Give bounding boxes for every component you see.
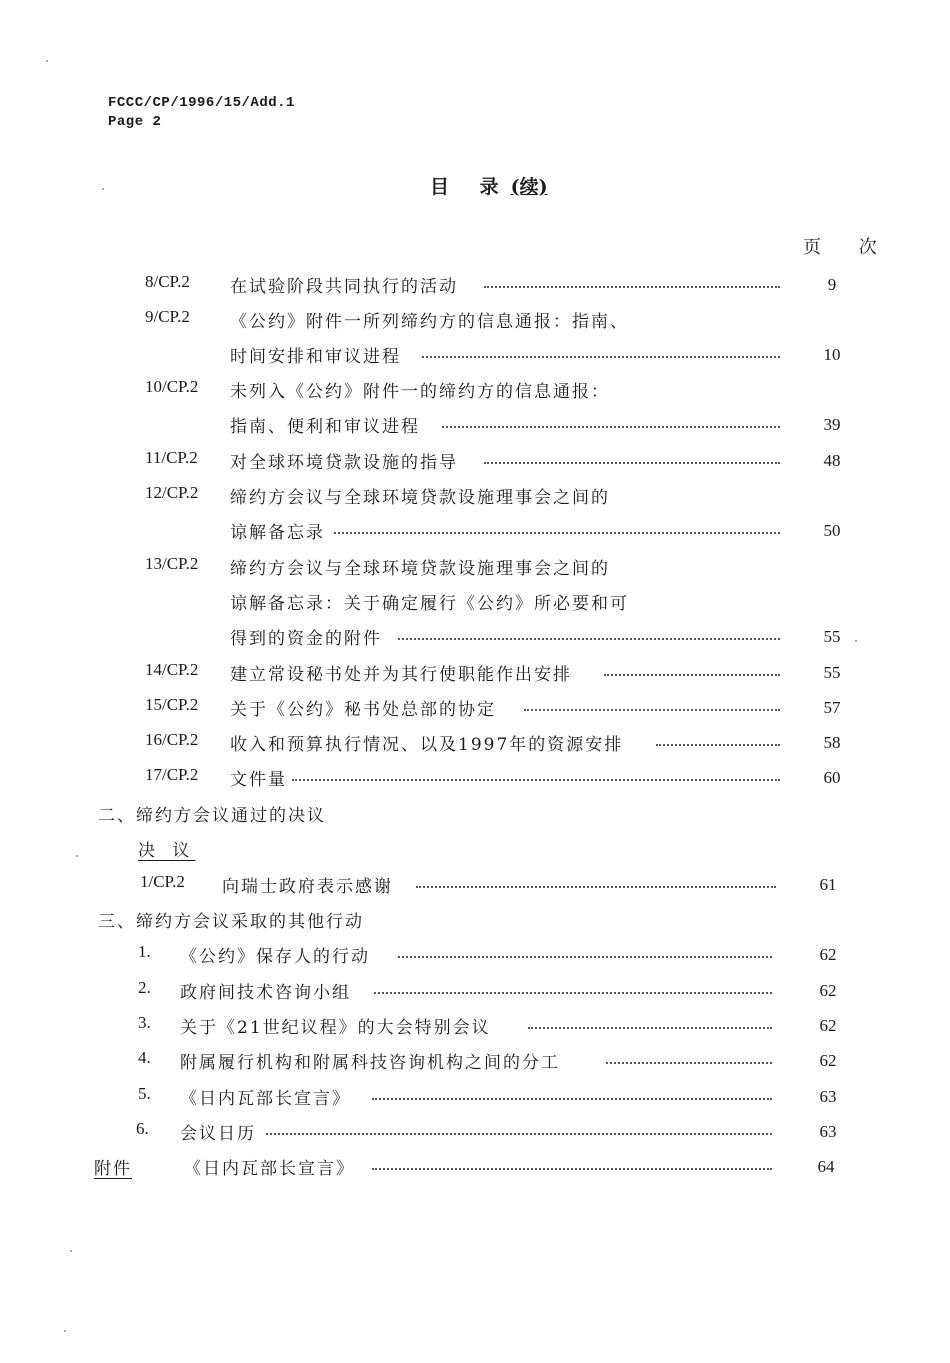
dot-leader (604, 674, 780, 676)
toc-entry (0, 483, 950, 509)
entry-title-cont: 谅解备忘录 (230, 523, 325, 543)
item-title: 关于《21世纪议程》的大会特别会议 (180, 1018, 491, 1038)
page-number: 62 (819, 1016, 837, 1035)
page-number: 58 (823, 733, 841, 752)
toc-entry (0, 660, 950, 686)
entry-title-cont: 得到的资金的附件 (230, 629, 382, 649)
entry-title-cont: 指南、便利和审议进程 (230, 417, 420, 437)
page-number: 63 (819, 1087, 837, 1106)
page-number: 48 (823, 451, 841, 470)
dot-leader (372, 1168, 772, 1170)
dot-leader (442, 426, 780, 428)
toc-entry (0, 554, 950, 580)
decision-code: 8/CP.2 (145, 272, 190, 291)
item-number: 6. (136, 1119, 149, 1138)
toc-annex (0, 1154, 950, 1180)
page-number: 50 (823, 521, 841, 540)
scan-speck (70, 1250, 72, 1252)
entry-title: 缔约方会议与全球环境贷款设施理事会之间的 (230, 488, 610, 508)
decision-code: 12/CP.2 (145, 483, 199, 502)
dot-leader (484, 286, 780, 288)
item-number: 1. (138, 942, 151, 961)
dot-leader (484, 462, 780, 464)
dot-leader (398, 638, 780, 640)
toc-item (0, 1084, 950, 1110)
decision-code: 10/CP.2 (145, 377, 199, 396)
toc-entry (0, 730, 950, 756)
toc-entry-continuation (0, 342, 950, 368)
page-label: Page 2 (108, 114, 162, 130)
title-main: 目 录 (430, 176, 511, 198)
section-heading: 二、缔约方会议通过的决议 (98, 806, 326, 826)
section-heading: 三、缔约方会议采取的其他行动 (98, 912, 364, 932)
title-continued: (续) (510, 176, 548, 198)
decision-code: 16/CP.2 (145, 730, 199, 749)
dot-leader (606, 1062, 772, 1064)
page-number: 57 (823, 698, 841, 717)
decision-code: 11/CP.2 (145, 448, 198, 467)
entry-title: 关于《公约》秘书处总部的协定 (230, 700, 496, 720)
toc-entry (0, 448, 950, 474)
entry-title: 《公约》附件一所列缔约方的信息通报：指南、 (230, 312, 629, 332)
page-number: 55 (823, 663, 841, 682)
scan-speck (46, 60, 48, 62)
decision-code: 15/CP.2 (145, 695, 199, 714)
toc-entry-continuation (0, 518, 950, 544)
dot-leader (398, 956, 772, 958)
toc-item (0, 1013, 950, 1039)
page-number: 10 (823, 345, 841, 364)
toc-entry (0, 872, 950, 898)
toc-entry-continuation (0, 412, 950, 438)
entry-title: 对全球环境贷款设施的指导 (230, 453, 458, 473)
page-number: 62 (819, 945, 837, 964)
toc-entry-continuation (0, 589, 950, 615)
item-title: 《日内瓦部长宣言》 (180, 1089, 351, 1109)
item-number: 3. (138, 1013, 151, 1032)
dot-leader (422, 356, 780, 358)
document-header (108, 94, 295, 132)
item-title: 会议日历 (180, 1124, 256, 1144)
dot-leader (334, 532, 780, 534)
decision-code: 13/CP.2 (145, 554, 199, 573)
toc-entry-continuation (0, 624, 950, 650)
dot-leader (416, 886, 776, 888)
scan-speck (102, 188, 104, 190)
item-title: 政府间技术咨询小组 (180, 983, 351, 1003)
scan-speck (76, 855, 78, 857)
toc-item (0, 1119, 950, 1145)
page-number: 55 (823, 627, 841, 646)
dot-leader (524, 709, 780, 711)
page-number: 60 (823, 768, 841, 787)
dot-leader (656, 744, 780, 746)
document-symbol: FCCC/CP/1996/15/Add.1 (108, 95, 295, 111)
annex-title: 《日内瓦部长宣言》 (184, 1159, 355, 1179)
annex-label: 附件 (94, 1159, 132, 1179)
entry-title: 在试验阶段共同执行的活动 (230, 277, 458, 297)
item-number: 5. (138, 1084, 151, 1103)
item-number: 4. (138, 1048, 151, 1067)
scan-speck (855, 640, 857, 642)
page-number: 9 (827, 275, 837, 294)
toc-item (0, 942, 950, 968)
decision-code: 9/CP.2 (145, 307, 190, 326)
decision-code: 1/CP.2 (140, 872, 185, 891)
page-number: 63 (819, 1122, 837, 1141)
page-number: 62 (819, 1051, 837, 1070)
entry-title: 向瑞士政府表示感谢 (222, 877, 393, 897)
scan-speck (64, 1330, 66, 1332)
page-number: 62 (819, 981, 837, 1000)
toc-entry (0, 765, 950, 791)
entry-title-cont: 时间安排和审议进程 (230, 347, 401, 367)
dot-leader (266, 1133, 772, 1135)
page-column-label: 页 次 (803, 237, 893, 258)
dot-leader (292, 779, 780, 781)
toc-item (0, 978, 950, 1004)
entry-title: 文件量 (230, 770, 287, 790)
decision-code: 17/CP.2 (145, 765, 199, 784)
item-number: 2. (138, 978, 151, 997)
entry-title: 缔约方会议与全球环境贷款设施理事会之间的 (230, 559, 610, 579)
entry-title: 收入和预算执行情况、以及1997年的资源安排 (230, 735, 624, 755)
decision-code: 14/CP.2 (145, 660, 199, 679)
dot-leader (372, 1098, 772, 1100)
page-number: 39 (823, 415, 841, 434)
toc-entry (0, 695, 950, 721)
entry-title: 建立常设秘书处并为其行使职能作出安排 (230, 665, 572, 685)
toc-entry (0, 307, 950, 333)
page-number: 61 (819, 875, 837, 894)
item-title: 《公约》保存人的行动 (180, 947, 370, 967)
page-title (430, 172, 548, 199)
toc-entry (0, 272, 950, 298)
entry-title: 未列入《公约》附件一的缔约方的信息通报： (230, 382, 610, 402)
page-number: 64 (817, 1157, 835, 1176)
dot-leader (528, 1027, 772, 1029)
toc-item (0, 1048, 950, 1074)
section-subheading: 决 议 (138, 841, 196, 861)
entry-title-cont: 谅解备忘录：关于确定履行《公约》所必要和可 (230, 594, 629, 614)
dot-leader (374, 992, 772, 994)
toc-entry (0, 377, 950, 403)
item-title: 附属履行机构和附属科技咨询机构之间的分工 (180, 1053, 560, 1073)
